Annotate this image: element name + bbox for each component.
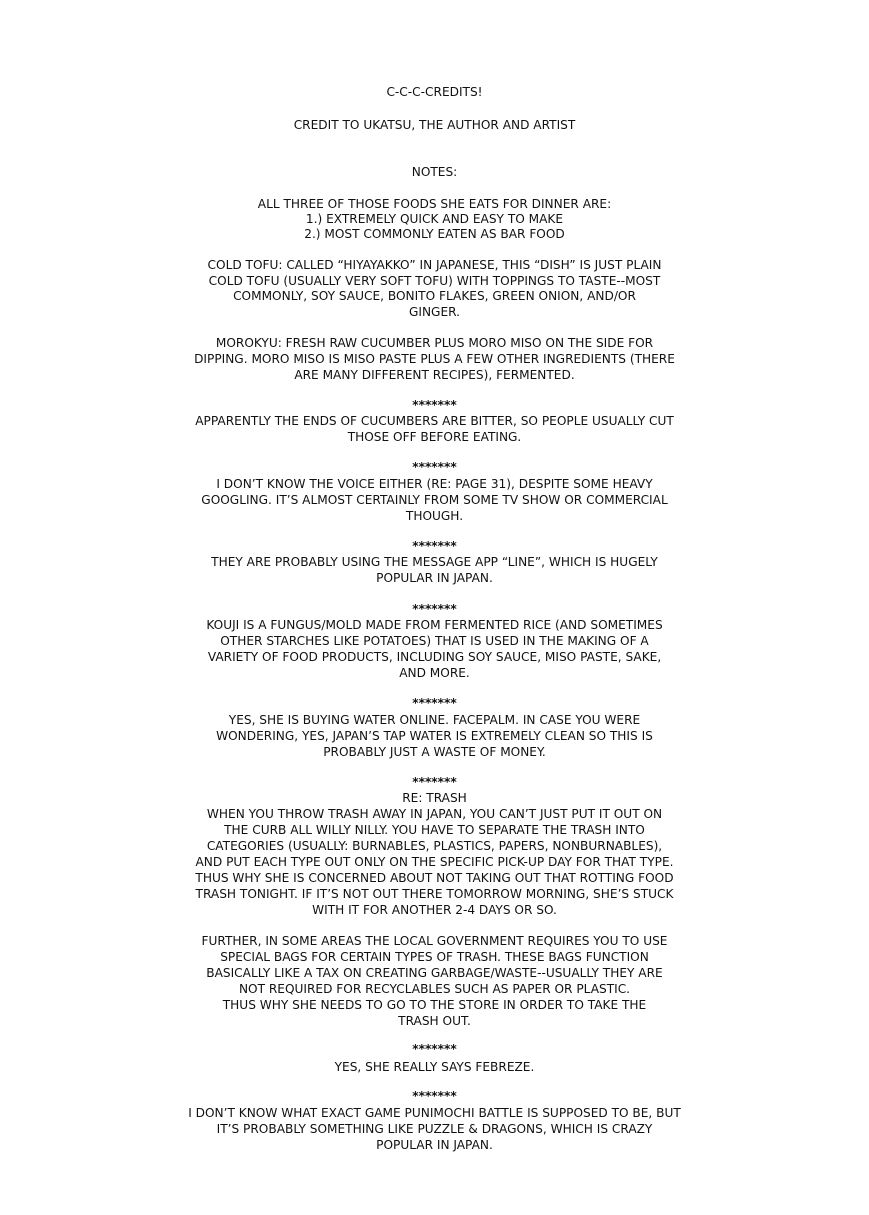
section-separator: ******* xyxy=(412,398,457,412)
notes-heading: NOTES: xyxy=(411,165,458,179)
note-cucumbers-line: THOSE OFF BEFORE EATING. xyxy=(347,430,522,444)
note-dinner-line: 1.) EXTREMELY QUICK AND EASY TO MAKE xyxy=(305,212,564,226)
note-trash-line: WHEN YOU THROW TRASH AWAY IN JAPAN, YOU CAN’T JUST PUT IT OUT ON xyxy=(206,807,663,821)
note-morokyu-line: DIPPING. MORO MISO IS MISO PASTE PLUS A FEW OTHER INGREDIENTS (THERE xyxy=(194,352,675,366)
note-kouji-line: OTHER STARCHES LIKE POTATOES) THAT IS USED IN THE MAKING OF A xyxy=(220,634,649,648)
note-tofu-line: GINGER. xyxy=(408,305,460,319)
note-kouji-line: AND MORE. xyxy=(399,666,470,680)
note-trash-line: TRASH TONIGHT. IF IT’S NOT OUT THERE TOMORROW MORNING, SHE’S STUCK xyxy=(195,887,674,901)
note-morokyu-line: ARE MANY DIFFERENT RECIPES), FERMENTED. xyxy=(294,368,575,382)
note-dinner-line: 2.) MOST COMMONLY EATEN AS BAR FOOD xyxy=(304,227,565,241)
note-bags-line: BASICALLY LIKE A TAX ON CREATING GARBAGE/WASTE--USUALLY THEY ARE xyxy=(206,966,663,980)
note-kouji-line: KOUJI IS A FUNGUS/MOLD MADE FROM FERMENTED RICE (AND SOMETIMES xyxy=(206,618,663,632)
section-separator: ******* xyxy=(412,1042,457,1056)
note-trash-line: AND PUT EACH TYPE OUT ONLY ON THE SPECIFIC PICK-UP DAY FOR THAT TYPE. xyxy=(195,855,674,869)
note-voice-line: THOUGH. xyxy=(405,509,464,523)
note-water-line: WONDERING, YES, JAPAN’S TAP WATER IS EXTREMELY CLEAN SO THIS IS xyxy=(216,729,653,743)
note-kouji-line: VARIETY OF FOOD PRODUCTS, INCLUDING SOY SAUCE, MISO PASTE, SAKE, xyxy=(207,650,662,664)
page-title: C-C-C-CREDITS! xyxy=(386,85,483,99)
section-separator: ******* xyxy=(412,460,457,474)
note-voice-line: GOOGLING. IT’S ALMOST CERTAINLY FROM SOME TV SHOW OR COMMERCIAL xyxy=(201,493,668,507)
note-game-line: POPULAR IN JAPAN. xyxy=(376,1138,493,1152)
note-water-line: PROBABLY JUST A WASTE OF MONEY. xyxy=(323,745,546,759)
note-line-app-line: THEY ARE PROBABLY USING THE MESSAGE APP “LINE”, WHICH IS HUGELY xyxy=(211,555,658,569)
note-febreze-line: YES, SHE REALLY SAYS FEBREZE. xyxy=(334,1060,535,1074)
note-dinner-line: ALL THREE OF THOSE FOODS SHE EATS FOR DINNER ARE: xyxy=(257,197,612,211)
note-morokyu-line: MOROKYU: FRESH RAW CUCUMBER PLUS MORO MISO ON THE SIDE FOR xyxy=(215,336,654,350)
note-trash-line: CATEGORIES (USUALLY: BURNABLES, PLASTICS, PAPERS, NONBURNABLES), xyxy=(206,839,663,853)
note-tofu-line: COLD TOFU (USUALLY VERY SOFT TOFU) WITH TOPPINGS TO TASTE--MOST xyxy=(208,274,661,288)
note-trash-line: THE CURB ALL WILLY NILLY. YOU HAVE TO SEPARATE THE TRASH INTO xyxy=(224,823,645,837)
note-bags-line: NOT REQUIRED FOR RECYCLABLES SUCH AS PAPER OR PLASTIC. xyxy=(238,982,631,996)
note-trash-line: RE: TRASH xyxy=(402,791,467,805)
credit-line: CREDIT TO UKATSU, THE AUTHOR AND ARTIST xyxy=(293,118,576,132)
note-cucumbers-line: APPARENTLY THE ENDS OF CUCUMBERS ARE BITTER, SO PEOPLE USUALLY CUT xyxy=(195,414,674,428)
note-voice-line: I DON’T KNOW THE VOICE EITHER (RE: PAGE 31), DESPITE SOME HEAVY xyxy=(216,477,653,491)
section-separator: ******* xyxy=(412,539,457,553)
note-trash-line: WITH IT FOR ANOTHER 2-4 DAYS OR SO. xyxy=(312,903,557,917)
note-water-line: YES, SHE IS BUYING WATER ONLINE. FACEPALM. IN CASE YOU WERE xyxy=(228,713,641,727)
note-tofu-line: COMMONLY, SOY SAUCE, BONITO FLAKES, GREEN ONION, AND/OR xyxy=(233,289,636,303)
section-separator: ******* xyxy=(412,602,457,616)
section-separator: ******* xyxy=(412,775,457,789)
note-bags-line: TRASH OUT. xyxy=(398,1014,471,1028)
note-bags-line: THUS WHY SHE NEEDS TO GO TO THE STORE IN ORDER TO TAKE THE xyxy=(222,998,647,1012)
note-line-app-line: POPULAR IN JAPAN. xyxy=(376,571,493,585)
note-trash-line: THUS WHY SHE IS CONCERNED ABOUT NOT TAKING OUT THAT ROTTING FOOD xyxy=(195,871,674,885)
section-separator: ******* xyxy=(412,696,457,710)
note-tofu-line: COLD TOFU: CALLED “HIYAYAKKO” IN JAPANESE, THIS “DISH” IS JUST PLAIN xyxy=(207,258,662,272)
note-bags-line: SPECIAL BAGS FOR CERTAIN TYPES OF TRASH. THESE BAGS FUNCTION xyxy=(220,950,649,964)
section-separator: ******* xyxy=(412,1089,457,1103)
note-game-line: I DON’T KNOW WHAT EXACT GAME PUNIMOCHI BATTLE IS SUPPOSED TO BE, BUT xyxy=(188,1106,681,1120)
note-bags-line: FURTHER, IN SOME AREAS THE LOCAL GOVERNMENT REQUIRES YOU TO USE xyxy=(201,934,668,948)
note-game-line: IT’S PROBABLY SOMETHING LIKE PUZZLE & DRAGONS, WHICH IS CRAZY xyxy=(216,1122,653,1136)
